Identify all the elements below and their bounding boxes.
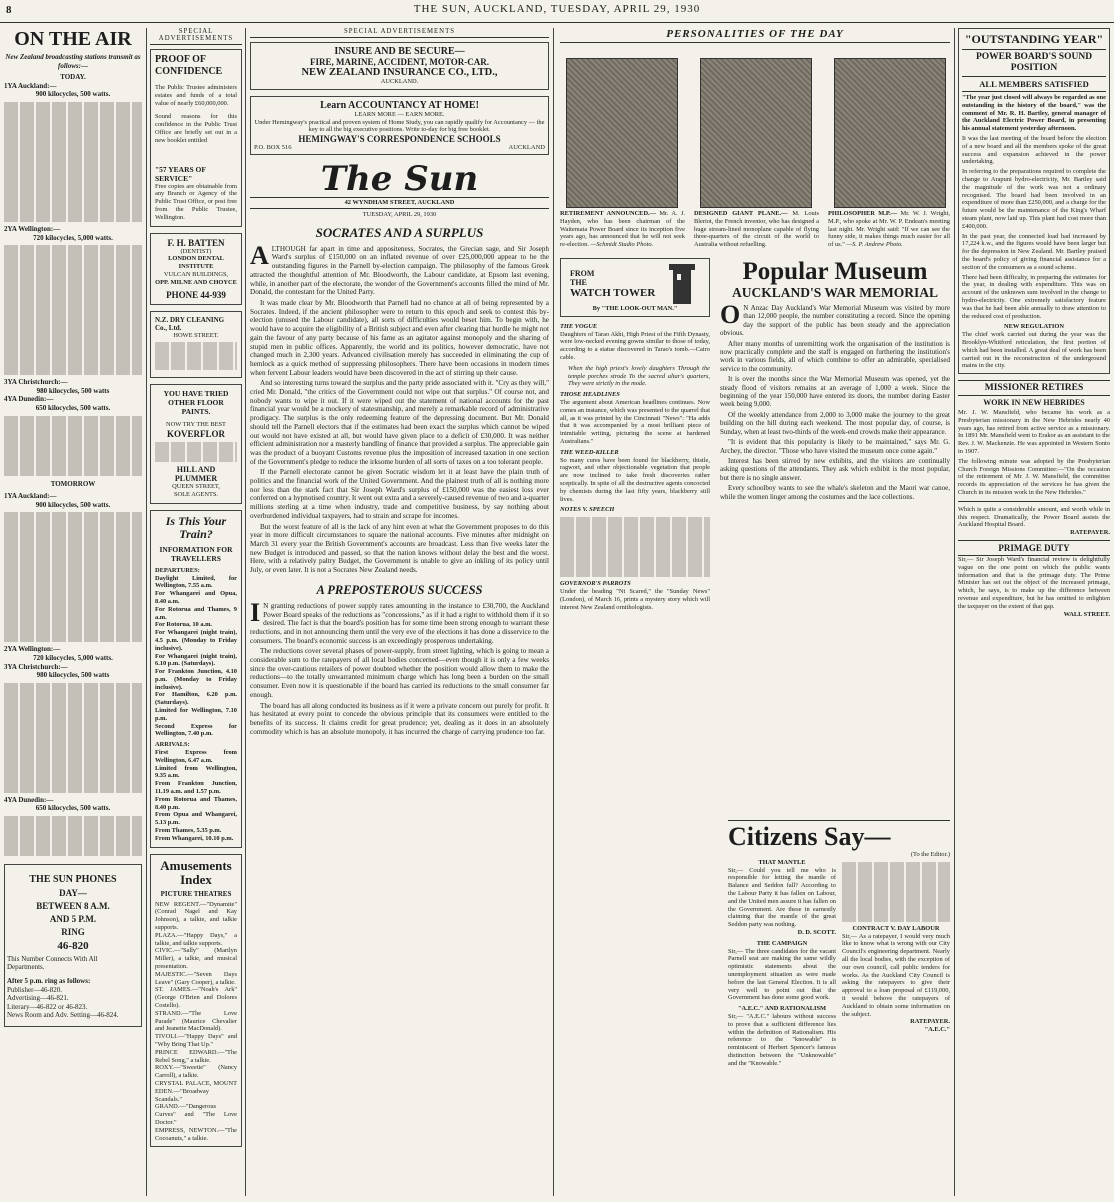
outstanding-paragraph: It was the last meeting of the board before the election of a new board and all the members spoke of the great success and expansion achieved in the power undertaking. bbox=[962, 134, 1106, 166]
outstanding-paragraph: "The year just closed will always be regarded as one outstanding in the history of the board," was the comment of Mr. R. H. Bartley, general manager of the Auckland Electric Power Board, in presenting his annual statement yesterday afternoon. bbox=[962, 94, 1106, 133]
watch-tower-banner bbox=[560, 258, 710, 317]
phone-advertising: Advertising—46-821. bbox=[7, 994, 69, 1003]
museum-title: Popular Museum bbox=[742, 258, 928, 285]
amusements-box bbox=[150, 854, 242, 1148]
station-2ya: 2YA Wellington:— bbox=[4, 224, 61, 233]
frequency-label: 980 kilocycles, 500 watts bbox=[36, 386, 110, 395]
letter-body: Sir,— The three candidates for the vacant Parnell seat are making the same wildly optimistic statements about the unemployment situation as were made before the last General Election. It is all very well to point out that the Government has done some good work. bbox=[728, 947, 836, 1002]
arrival: From Frankton Junction, 11.19 a.m. and 1.57 p.m. bbox=[155, 780, 237, 796]
theatre-listing: NEW REGENT.—"Dynamite" (Conrad Nagel and Kay Johnson), a talkie, and talkie supports. bbox=[155, 900, 237, 932]
drop-cap: A bbox=[250, 240, 269, 270]
phone-departments: Departments. bbox=[7, 963, 45, 972]
theatre-listing: EMPRESS, NEWTON.—"The Cocoanuts," a talkie. bbox=[155, 1126, 237, 1142]
power-board-column bbox=[958, 28, 1110, 1196]
sun-phones-heading: THE SUN PHONES bbox=[29, 873, 117, 885]
proof-title: PROOF OF CONFIDENCE bbox=[155, 54, 223, 77]
phone-between: BETWEEN 8 A.M. bbox=[36, 900, 110, 911]
insurance-city: AUCKLAND. bbox=[380, 78, 419, 85]
watch-text: Daughters of Tarao Akhi, High Priest of the Fifth Dynasty, were low-necked evening gowns similar to those of today, according to a statue discovered in Tarao's tomb.—Cairo cable. bbox=[560, 330, 710, 361]
preposterous-paragraph: The board has all along conducted its business as if it were a private concern out purely for profit. It has hesitated at every point to concede the obvious principle that its consumers were entitled to the benefits of its success. It claims credit for great prudence; yet, dealing as it does in an absolutely commodity which is has an absolute monopoly, it has incurred the charge of carrying prudence too far. bbox=[250, 701, 549, 736]
theatre-listing: MAJESTIC.—"Seven Days Leave" (Gary Cooper), a talkie. bbox=[155, 970, 237, 986]
theatre-listing: TIVOLI.—"Happy Days" and "Why Bring That Up." bbox=[155, 1033, 237, 1048]
departure: For Whangarei (night train), 6.10 p.m. (Saturdays). bbox=[155, 652, 237, 668]
letter-body: Sir,— "A.E.C." labours without success to prove that a sufficient difference lies within the definition of Rationalism. His reference to the "knowable" is reminiscent of Herbert Spencer's famous distinction between the "Unknowable" and the "Knowable." bbox=[728, 1012, 836, 1067]
letter-title: THE CAMPAIGN bbox=[756, 939, 808, 947]
personalities-header: PERSONALITIES OF THE DAY bbox=[560, 28, 950, 43]
letter-signature: WALL STREET. bbox=[1063, 610, 1110, 618]
museum-paragraph: Of the weekly attendance from 2,000 to 3,000 make the journey to the great building on the hill during each weekend. The most popular day, of course, is Sunday, when at least two-thirds of the week-end crowds make their appearance. bbox=[720, 410, 950, 436]
drop-cap: O bbox=[720, 300, 741, 329]
theatre-listing: GRAND.—"Dangerous Curves" and "The Love Doctor." bbox=[155, 1103, 237, 1126]
arrival: From Thames, 5.35 p.m. bbox=[155, 827, 222, 835]
nameplate-address: 42 WYNDHAM STREET, AUCKLAND bbox=[250, 197, 549, 209]
frequency-label: 980 kilocycles, 500 watts bbox=[36, 671, 110, 680]
dry-cleaning-ad bbox=[150, 311, 242, 379]
phone-day: DAY— bbox=[59, 887, 87, 898]
text-block bbox=[4, 816, 142, 856]
photo-bleriot bbox=[700, 58, 812, 208]
watch-text: So many cures have been found for blackberry, thistle, ragwort, and other objectionable vegetation that people are now inclined to take fresh discoveries rather sceptically. In spite of all the destructive agents concocted by chemists during the last fifty years, blackberry still lives. bbox=[560, 456, 710, 503]
outstanding-quote: "OUTSTANDING YEAR" bbox=[964, 32, 1104, 46]
theatre-listing: PRINCE EDWARD.—"The Rebel Song," a talkie. bbox=[155, 1048, 237, 1064]
watch-from: FROM bbox=[570, 269, 595, 278]
today-heading: TODAY. bbox=[60, 73, 86, 82]
years-of-service: "57 YEARS OF SERVICE" bbox=[155, 164, 206, 183]
text-block bbox=[4, 683, 142, 793]
koverflor-best: NOW TRY THE BEST bbox=[166, 421, 226, 429]
batten-ad bbox=[150, 233, 242, 305]
column-rule bbox=[146, 28, 147, 1196]
departure: Second Express for Wellington, 7.40 p.m. bbox=[155, 722, 237, 738]
caption-title: DESIGNED GIANT PLANE.— bbox=[694, 210, 788, 217]
dry-cleaning-address: HOWE STREET. bbox=[173, 331, 219, 339]
outstanding-paragraph: There had been difficulty, in preparing the estimates for the year, in dealing with expenditure. This was on account of the unknown sum involved in the change to hydro-electricity. One extremely satisfactory feature was that he had been able annually to draw attention to the reduced cost of production. bbox=[962, 273, 1106, 320]
departures-heading: DEPARTURES: bbox=[155, 566, 200, 574]
letter-title: "A.E.C." AND RATIONALISM bbox=[737, 1005, 827, 1013]
departure: For Hamilton, 6.20 p.m. (Saturdays). bbox=[155, 691, 237, 707]
editorial-paragraph: It was made clear by Mr. Bloodworth that Parnell had no chance at all of being represented by a Socrates. Indeed, if the ancient philosopher were to return to this epoch and seek to contest this by-election (unused the Labour candidate), all sorts of difficulties would beset him. To begin with, he would have to acquire the eligibility of a British subject and even after clearing that hurdle he might not gain the favour of any party because of his fame as an agitator against monopoly and the sharing of stupid men in public offices. Apparently, the world and its politics, however democratic, have not changed much in 2,300 years. Advanced civilisation merely has succeeded in eliminating the cup of hemlock as a quick method of suppressing philosophers. There have been occasions in modern times when fervent Labour leaders would have been discovered in the act of stirring up their cause. bbox=[250, 299, 549, 377]
hill-agents: SOLE AGENTS. bbox=[173, 490, 219, 498]
proof-body: The Public Trustee administers estates and funds of a total value of nearly £60,000,000. bbox=[155, 84, 237, 107]
section-heading: NEW REGULATION bbox=[1004, 323, 1064, 331]
museum-paragraph: "It is evident that this popularity is likely to be maintained," says Mr. G. Archey, the director. "Those who have visited the museum once come again." bbox=[720, 438, 950, 455]
intro-text: New Zealand broadcasting stations transmit as follows:— bbox=[5, 53, 141, 70]
arrival: From Whangarei, 10.10 p.m. bbox=[155, 834, 234, 842]
frequency-label: 900 kilocycles, 500 watts. bbox=[35, 90, 111, 99]
outstanding-paragraph: In the past year, the connected load had increased by 17,224 k.w., and the figures would have been larger but for the depression in New Zealand. Mr. Bartley praised the board's policy of giving financial assistance for a section of the consumers as a sound scheme. bbox=[962, 232, 1106, 271]
editorial-headline: SOCRATES AND A SURPLUS bbox=[315, 224, 484, 240]
special-ads-column bbox=[150, 28, 242, 1196]
museum-subtitle: AUCKLAND'S WAR MEMORIAL bbox=[731, 285, 938, 300]
travellers-box bbox=[150, 510, 242, 848]
train-headline: Is This Your Train? bbox=[165, 513, 227, 541]
caption-body: M. Louis Bleriot, the French inventor, who has designed a huge stream-lined monoplane capable of flying three-quarters of the circuit of the world to Australia without refuelling. bbox=[694, 210, 820, 249]
insurance-line1: INSURE AND BE SECURE— bbox=[334, 46, 465, 57]
theatre-listing: CIVIC.—"Sally" (Marilyn Miller), a talkie, and musical presentation. bbox=[155, 947, 237, 970]
caption-wright bbox=[828, 210, 950, 249]
letter-title: THAT MANTLE bbox=[758, 858, 806, 866]
theatre-listing: ST. JAMES.—"Noah's Ark" (George O'Brien and Dolores Costello). bbox=[155, 986, 237, 1009]
missioner-paragraph: The following minute was adopted by the Presbyterian Church Foreign Missions Committee:—"On the occasion of the retirement of Mr. J. W. Mansfield, the committee records its appreciation of the services he has given the Church in its mission work in the New Hebrides." bbox=[958, 457, 1110, 497]
departure: For Whangarei (night train), 4.5 p.m. (Monday to Friday inclusive). bbox=[155, 629, 237, 652]
departure: Limited for Wellington, 7.10 p.m. bbox=[155, 707, 237, 722]
letter-signature: RATEPAYER. bbox=[910, 1018, 950, 1026]
photo-hayden bbox=[566, 58, 678, 208]
phone-publisher: Publisher—46-820. bbox=[7, 985, 63, 994]
primage-headline: PRIMAGE DUTY bbox=[958, 540, 1110, 556]
dry-cleaning-title: N.Z. DRY CLEANING Co., Ltd. bbox=[155, 315, 225, 332]
caption-title: PHILOSOPHER M.P.— bbox=[828, 210, 898, 217]
text-block bbox=[4, 102, 142, 222]
primage-paragraph: Sir,— Sir Joseph Ward's financial review is delightfully vague on the one point on which the public wants information and that is the primage duty. The Prime Minister has set out the object of the increased primage, which, he says, is to make up the difference between revenue and expenditure, but he has omitted to enlighten the taxpayer on the extent of that gap. bbox=[958, 556, 1110, 610]
outstanding-paragraph: The chief work carried out during the year was the Brooklyn-Whitford reticulation, the first portion of which had been installed. A great deal of work has been carried out in the reconstruction of the underground mains in the city. bbox=[962, 331, 1106, 370]
personalities-section bbox=[560, 28, 950, 43]
masthead bbox=[0, 0, 1114, 23]
letter-body: Sir,— Could you tell me who is responsible for letting the mantle of Balance and Seddon fall? According to the Labour Party it has fallen on Labour, and the United men assure it has fallen on the Government. Are these in earnestly claiming that the mantle of the great Seddon party was nothing. bbox=[728, 866, 836, 929]
outstanding-year-article bbox=[958, 28, 1110, 374]
station-1ya: 1YA Auckland:— bbox=[4, 492, 57, 501]
photo-wright bbox=[834, 58, 946, 208]
caption-credit: —Schmidt Studio Photo. bbox=[590, 241, 654, 249]
accountancy-box: P.O. BOX 516 bbox=[254, 144, 292, 152]
text-block bbox=[4, 416, 142, 476]
arrival: From Rotorua and Thames, 8.40 p.m. bbox=[155, 795, 237, 811]
caption-body: Mr. W. J. Wright, M.P., who spoke at Mr. W. P. Endean's meeting last night. Mr. Wright said: "If we can see the funny side, it makes things much easier for all of us." bbox=[828, 210, 950, 249]
watch-section: GOVERNOR'S PARROTS bbox=[560, 580, 631, 588]
text-block bbox=[4, 512, 142, 642]
nameplate bbox=[250, 161, 549, 219]
phone-and: AND 5 P.M. bbox=[49, 913, 97, 924]
koverflor-tried: YOU HAVE TRIED OTHER FLOOR PAINTS. bbox=[163, 389, 229, 417]
editorial-column bbox=[250, 28, 549, 1196]
frequency-label: 650 kilocycles, 500 watts. bbox=[35, 804, 111, 813]
museum-paragraph: It is over the months since the War Memorial Museum was opened, yet the steady flood of visitors remains at an average of 1,000 a week. Since the beginning of the year 150,000 have entered its doors, the number during Easter week being 9,000. bbox=[720, 375, 950, 409]
watch-text: Under the heading "Nt Scared," the "Sunday News" (London), of March 16, prints a mystery story which will interest New Zealand ornithologists. bbox=[560, 587, 710, 611]
letter-title: CONTRACT V. DAY LABOUR bbox=[852, 924, 940, 932]
caption-title: RETIREMENT ANNOUNCED.— bbox=[560, 210, 657, 217]
accountancy-ad bbox=[250, 96, 549, 155]
letter-signature: D. D. SCOTT. bbox=[797, 928, 836, 936]
text-block bbox=[842, 862, 950, 922]
nameplate-date: TUESDAY, APRIL 29, 1930 bbox=[362, 210, 437, 218]
editorial-paragraph: And so interesting turns toward the surplus and the party pride associated with it. "Cry as they will," cried Mr. Donald, "the critics of the Government could not wipe out that surplus." Of course not, and nobody wants to wipe it out. If it were wiped out the statement of national accounts for the past financial year would be a mockery of statesmanship, and merely a remarkable record of administrative prodigacy. The surplus is the only redeeming feature of the depressing document. But Mr. Donald should tell the Parnell electors that if the estimates had been exact the surplus which cannot be wiped out would not have existed at all, but would have given place to a deficit of £30,000. It was neither efficient administration nor a masterly handling of finance that provided a surplus. The appreciable gain was the product of a buoyant Customs revenue plus the imposition of increased taxation in one section of the Government's pledge to reduce the irksome burden of all sorts of taxes on a too tolerant people. bbox=[250, 379, 549, 466]
insurance-company: NEW ZEALAND INSURANCE CO., LTD., bbox=[301, 67, 498, 78]
phone-news-room: News Room and Adv. Setting—46-824. bbox=[7, 1011, 119, 1020]
station-4ya: 4YA Dunedin:— bbox=[4, 395, 54, 404]
batten-phone: PHONE 44-939 bbox=[166, 289, 226, 300]
batten-sub: (DENTIST) bbox=[180, 247, 212, 255]
arrival: Limited from Wellington, 9.35 a.m. bbox=[155, 764, 237, 780]
ratepayer-letter: Which is quite a considerable amount, and worth while in this respect. Dramatically, the Power Board assists the Auckland Hospital Board. bbox=[958, 505, 1110, 529]
museum-paragraph: Interest has been stirred by new exhibits, and the visitors are continually asking questions of the attendants. They ask which exhibit is the most popular, but there is no single answer. bbox=[720, 456, 950, 482]
station-2ya: 2YA Wellington:— bbox=[4, 645, 61, 654]
frequency-label: 900 kilocycles, 500 watts. bbox=[35, 500, 111, 509]
letter-signature: RATEPAYER. bbox=[1070, 529, 1110, 537]
on-the-air-column bbox=[4, 28, 142, 1196]
accountancy-body: Under Hemingway's practical and proven system of Home Study, you can rapidly qualify for Accountancy — the key to all the big executive positions. Write to-day for big free booklet. bbox=[254, 118, 545, 134]
phone-number: 46-820 bbox=[57, 939, 89, 952]
frequency-label: 650 kilocycles, 500 watts. bbox=[35, 403, 111, 412]
station-4ya: 4YA Dunedin:— bbox=[4, 795, 54, 804]
preposterous-body bbox=[250, 597, 549, 737]
arrival: First Express from Wellington, 6.47 a.m. bbox=[155, 749, 237, 764]
departure: For Frankton Junction, 4.10 p.m. (Monday to Friday inclusive). bbox=[155, 668, 237, 691]
special-ads-label: SPECIAL ADVERTISEMENTS bbox=[150, 28, 242, 45]
koverflor-ad bbox=[150, 384, 242, 503]
watch-verse: When the high priest's lovely daughters Through the temple porches strode To the sacred altar's quarters, They were strictly in the mode. bbox=[568, 364, 710, 388]
on-the-air-title: ON THE AIR bbox=[14, 28, 132, 50]
caption-credit: —S. P. Andrew Photo. bbox=[846, 241, 903, 249]
newspaper-title: THE SUN, AUCKLAND, TUESDAY, APRIL 29, 1930 bbox=[413, 3, 701, 15]
citizens-say bbox=[728, 820, 950, 1195]
accountancy-school: HEMINGWAY'S CORRESPONDENCE SCHOOLS bbox=[298, 134, 501, 145]
koverflor-name: KOVERFLOR bbox=[166, 429, 225, 440]
letter-signature: "A.E.C." bbox=[924, 1026, 950, 1034]
years-body: Free copies are obtainable from any Branch or Agency of the Public Trust Office, or post free from the Public Trustee, Wellington. bbox=[155, 182, 237, 221]
outstanding-paragraph: In referring to the preparations required to complete the change to Arapuni hydro-electricity, Mr. Bartley said the magnitude of the work was not a ordinary recognised. The board had been involved in an expenditure of more than £250,000, and a charge for the future would be the maintenance of the King's Wharf steam plant, now laid up. This plant had cost more than £400,000. bbox=[962, 168, 1106, 230]
amusements-title: Amusements Index bbox=[160, 857, 232, 887]
caption-body: Mr. A. J. Hayden, who has been chairman of the Waitemata Power Board since its inception five years ago, has announced that he will not seek re-election. bbox=[560, 210, 685, 249]
frequency-label: 720 kilocycles, 5,000 watts. bbox=[33, 233, 113, 242]
text-block bbox=[155, 442, 237, 462]
batten-school: LONDON DENTAL INSTITUTE bbox=[168, 255, 224, 271]
museum-paragraph: After many months of unremitting work the organisation of the institution is now practically complete and the staff is engaged on furthering the institution's work in various fields, all of which combine to offer an admirable, specialised service to the community. bbox=[720, 339, 950, 373]
phone-connects: This Number Connects With All bbox=[7, 954, 98, 963]
sun-phones-box bbox=[4, 864, 142, 1027]
tomorrow-heading: TOMORROW bbox=[50, 479, 96, 488]
phone-ring: RING bbox=[61, 926, 85, 937]
departure: For Rotorua, 10 a.m. bbox=[155, 621, 213, 629]
editorial-body bbox=[250, 240, 549, 575]
column-rule bbox=[245, 28, 246, 1196]
text-block bbox=[560, 517, 710, 577]
drop-cap: I bbox=[250, 597, 261, 627]
station-3ya: 3YA Christchurch:— bbox=[4, 662, 68, 671]
picture-theatres: PICTURE THEATRES bbox=[160, 889, 232, 898]
watch-tower-column bbox=[560, 258, 710, 814]
museum-body bbox=[720, 300, 950, 501]
theatre-listing: CRYSTAL PALACE, MOUNT EDEN.—"Broadway Scandals." bbox=[155, 1079, 237, 1103]
batten-opp: OPP. MILNE AND CHOYCE bbox=[155, 278, 237, 286]
accountancy-sub: LEARN MORE — EARN MORE. bbox=[354, 110, 445, 118]
watch-section: NOTES V. SPEECH bbox=[560, 506, 615, 514]
column-rule bbox=[954, 28, 955, 1196]
phone-literary: Literary—46-822 or 46-823. bbox=[7, 1002, 88, 1011]
citizens-sub: (To the Editor.) bbox=[910, 851, 950, 858]
watch-section: THE WEED-KILLER bbox=[560, 448, 619, 456]
arrivals-heading: ARRIVALS: bbox=[155, 741, 190, 749]
station-3ya: 3YA Christchurch:— bbox=[4, 378, 68, 387]
departure: Daylight Limited, for Wellington, 7.55 a.m. bbox=[155, 574, 237, 590]
museum-article bbox=[720, 258, 950, 814]
editorial-paragraph: If the Parnell electorate cannot be given Socratic wisdom let it at least have the plain truth of politics and the financial work of the United Government. And the plainest truth of all is nothing more nor less than the stark fact that Sir Joseph Ward's surplus of £150,000 was the easiest loss ever conferred on a hypnotised country. It went out extra and a severely-caused revenue of two and a-quarter millions sterling at a time when industry, trade and competitive business, by say nothing about overburdened individual taxpayers, had to strain and scrape for incomes. bbox=[250, 468, 549, 520]
insurance-line2: FIRE, MARINE, ACCIDENT, MOTOR-CAR. bbox=[310, 57, 489, 67]
hill-address: QUEEN STREET, bbox=[172, 483, 220, 491]
preposterous-paragraph: N granting reductions of power supply rates amounting in the instance to £30,700, the Auckland Power Board speaks of the reductions as "concessions," as if it had a right to withhold them if it so desired. The fact is that the board's position has for some time been strong enough to warrant these reductions, and in not announcing them until the very eve of the elections it has done a disservice to the consumers. The board's economic success is an exceedingly prosperous undertaking. bbox=[250, 601, 549, 645]
watch-section: THE VOGUE bbox=[560, 322, 598, 330]
theatre-listing: PLAZA.—"Happy Days," a talkie, and talkie supports. bbox=[155, 931, 237, 947]
hill-plummer: HILL AND PLUMMER bbox=[174, 465, 218, 484]
batten-building: VULCAN BUILDINGS, bbox=[163, 270, 229, 278]
watch-text: The argument about American headlines continues. Now comes an instance, which was presented to the quarrel that all, as it was printed by the Cincinnati "News": "Ha adds that it was accompanied by a most brilliant piece of inimitable writing, picturing the scene at hardened Australians." bbox=[560, 398, 710, 445]
accountancy-headline: Learn ACCOUNTANCY AT HOME! bbox=[320, 99, 479, 111]
theatre-listing: STRAND.—"The Love Parade" (Maurice Chevalier and Jeanette MacDonald). bbox=[155, 1009, 237, 1033]
travellers-info: INFORMATION FOR TRAVELLERS bbox=[159, 544, 233, 563]
letter-body: Sir,— As a ratepayer, I would very much like to know what is wrong with our City Council's engineering department. Nearly all the local bodies, with the exception of our own council, call public tenders for works. As the Auckland City Council is asking the ratepayers to give their approval to a loan proposal of £119,000, it would behove the ratepayers of Auckland to obtain some information on the subject. bbox=[842, 932, 950, 1018]
preposterous-paragraph: The reductions cover several phases of power-supply, from street lighting, which is going to mean a considerable sum to the ratepayers of all local bodies concerned—even though it is only a few weeks since the over-cautious retailers of power doubted whether the position would allow them to make the reductions—to the totally unwarranted minimum charge which has long been a burden on the small consumer. Even now it is questionable if the board has carried its reductions to the small consumer far enough. bbox=[250, 647, 549, 699]
frequency-label: 720 kilocycles, 5,000 watts. bbox=[33, 653, 113, 662]
missioner-headline: MISSIONER RETIRES bbox=[958, 380, 1110, 396]
missioner-paragraph: Mr. J. W. Mansfield, who became his work as a Presbyterian missionary in the New Hebrides nearly 40 years ago, has retired from active service as a missionary. In 1891 Mr. Mansfield went to Erakor as an assistant to the Rev. J. W. Mackenzie. He was appointed in Western Sonto in 1907. bbox=[958, 409, 1110, 456]
preposterous-headline: A PREPOSTEROUS SUCCESS bbox=[316, 582, 483, 597]
editorial-paragraph: LTHOUGH far apart in time and appositeness, Socrates, the Grecian sage, and Sir Joseph Ward's surplus of £150,000 on an inflated revenue of over £25,000,000 appear to be the outstanding figures in the Parnell by-election campaign. The philosophy of the famous Greek attracted the thoughtful attention of Mr. Bloodworth, the Labour candidate, at Epsom last evening, while, in another part of the electorate, the wonder of the Government's accounts filled the mind of Mr. Donald, the contestant for the United Party. bbox=[250, 244, 549, 297]
departure: For Rotorua and Thames, 9 a.m. bbox=[155, 605, 237, 621]
watch-byline: By "THE LOOK-OUT MAN." bbox=[592, 305, 678, 312]
proof-sound: Sound reasons for this confidence in the Public Trust Office are briefly set out in a new booklet entitled bbox=[155, 113, 237, 144]
museum-paragraph: N Anzac Day Auckland's War Memorial Museum was visited by more than 12,000 people, the number constituting a record. Since the opening day the support of the public has been steady and the appreciation obvious. bbox=[720, 304, 950, 338]
page-number: 8 bbox=[6, 4, 12, 16]
phone-after: After 5 p.m. ring as follows: bbox=[7, 977, 91, 986]
insurance-ad bbox=[250, 42, 549, 90]
watch-tower-name: WATCH TOWER bbox=[570, 287, 656, 299]
arrival: From Opua and Whangarei, 5.13 p.m. bbox=[155, 811, 237, 827]
text-block bbox=[155, 342, 237, 370]
departure: For Whangarei and Opua, 8.40 a.m. bbox=[155, 590, 237, 605]
text-block bbox=[4, 245, 142, 375]
station-1ya: 1YA Auckland:— bbox=[4, 81, 57, 90]
museum-paragraph: Every schoolboy wants to see the whale's skeleton and the Maori war canoe, while the women linger among the costumes and the lace collections. bbox=[720, 484, 950, 501]
column-rule bbox=[553, 28, 554, 1196]
nameplate-title: The Sun bbox=[320, 159, 479, 200]
outstanding-headline: POWER BOARD'S SOUND POSITION bbox=[962, 49, 1106, 74]
accountancy-city: AUCKLAND bbox=[508, 144, 545, 152]
watch-section: THOSE HEADLINES bbox=[560, 391, 620, 399]
theatre-listing: ROXY.—"Sweetie" (Nancy Carroll), a talkie. bbox=[155, 1064, 237, 1080]
special-ads-label: SPECIAL ADVERTISEMENTS bbox=[250, 28, 549, 38]
editorial-paragraph: But the worst feature of all is the lack of any hint even at what the Government proposes to do this year in more difficult circumstances to square the national accounts. Five minutes after midnight on March 31 every year the British Government's accounts are broadcast. Less than five weeks later the new Budget is introduced and passed, so that the nation knows without delay the best and the worst. Here, with a relatively paltry Budget, the Government is unable to give an inkling of its policy until July, or even later. It is not a Socrates New Zealand needs. bbox=[250, 522, 549, 575]
caption-bleriot bbox=[694, 210, 819, 249]
outstanding-subhead: ALL MEMBERS SATISFIED bbox=[962, 76, 1106, 92]
batten-name: F. H. BATTEN bbox=[167, 237, 225, 248]
watch-the: THE bbox=[570, 278, 587, 287]
missioner-subhead: WORK IN NEW HEBRIDES bbox=[983, 398, 1085, 408]
caption-hayden bbox=[560, 210, 685, 249]
public-trust-ad bbox=[150, 49, 242, 227]
citizens-title: Citizens Say— bbox=[728, 822, 891, 851]
